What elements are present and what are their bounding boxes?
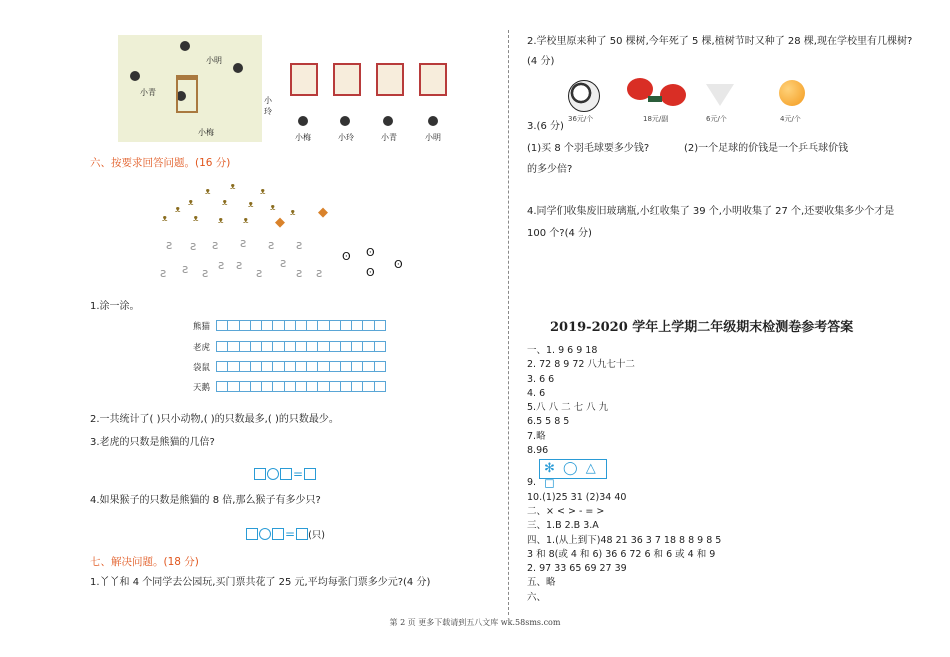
formula-blank-1[interactable] — [254, 463, 316, 482]
football-icon — [568, 80, 600, 112]
child-figure — [130, 71, 140, 81]
kangaroo-icon: ᴥ — [188, 198, 194, 208]
right-question-4-line-1: 4.同学们收集废旧玻璃瓶,小红收集了 39 个,小明收集了 27 个,还要收集多少个才是 — [527, 206, 895, 217]
answer-line: 4. 6 — [527, 387, 546, 399]
answer-key-title: 2019-2020 学年上学期二年级期末检测卷参考答案 — [550, 320, 854, 335]
question-3: 3.老虎的只数是熊猫的几倍? — [90, 437, 215, 448]
answer-line: 8.96 — [527, 445, 549, 457]
answer-line: 10.(1)25 31 (2)34 40 — [527, 491, 627, 503]
photo-frame — [290, 63, 318, 96]
swan-icon: ƨ — [236, 258, 243, 272]
question-2: 2.一共统计了( )只小动物,( )的只数最多,( )的只数最少。 — [90, 414, 339, 425]
column-divider — [508, 30, 509, 615]
swan-icon: ƨ — [296, 266, 303, 280]
scene-label: 小玲 — [264, 96, 272, 116]
coloring-grid-row[interactable] — [216, 361, 386, 372]
kangaroo-icon: ᴥ — [218, 216, 224, 226]
kangaroo-icon: ᴥ — [222, 198, 228, 208]
answer-line: 2. 97 33 65 69 27 39 — [527, 563, 627, 575]
grid-row-label: 老虎 — [192, 343, 210, 353]
answer-line: 5.八 八 二 七 八 九 — [527, 402, 609, 414]
answer-line: 一、1. 9 6 9 18 — [527, 345, 598, 356]
answer-line: 3 和 8(或 4 和 6) 36 6 72 6 和 6 或 4 和 9 — [527, 548, 716, 560]
equals-sign: = — [293, 466, 304, 481]
photo-frame — [333, 63, 361, 96]
paddle-handle — [648, 96, 662, 102]
swan-icon: ƨ — [316, 266, 323, 280]
page-footer: 第 2 页 更多下载请到五八文库 wk.58sms.com — [389, 618, 561, 627]
kangaroo-icon: ᴥ — [193, 214, 199, 224]
swan-icon: ƨ — [256, 266, 263, 280]
kangaroo-icon: ᴥ — [243, 216, 249, 226]
formula-blank-2[interactable] — [246, 523, 325, 543]
panda-icon: ʘ — [366, 246, 375, 259]
section-7-title: 七、解决问题。(18 分) — [90, 556, 199, 568]
kangaroo-icon: ᴥ — [260, 187, 266, 197]
question-4: 4.如果猴子的只数是熊猫的 8 倍,那么猴子有多少只? — [90, 495, 321, 506]
grid-row-label: 天鹅 — [192, 383, 210, 393]
section-6-title: 六、按要求回答问题。(16 分) — [90, 157, 231, 169]
child-head-icon — [340, 116, 350, 126]
swan-icon: ƨ — [240, 236, 247, 250]
scene-label: 小梅 — [198, 128, 214, 137]
answer-line: 六、 — [527, 591, 547, 603]
right-question-3b: (2)一个足球的价钱是一个乒乓球价钱 — [684, 143, 849, 154]
section-7-question-1: 1.丫丫和 4 个同学去公园玩,买门票共花了 25 元,平均每张门票多少元?(4 分) — [90, 577, 431, 588]
price-label: 36元/个 — [568, 115, 594, 123]
photo-label: 小梅 — [295, 133, 311, 142]
answer-line: 二、× < > - = > — [527, 505, 605, 517]
price-label: 4元/个 — [780, 115, 801, 123]
child-head-icon — [298, 116, 308, 126]
kangaroo-icon: ᴥ — [290, 208, 296, 218]
shuttlecock-icon — [706, 84, 734, 106]
panda-icon: ʘ — [366, 266, 375, 279]
answer-line: 2. 72 8 9 72 八九七十二 — [527, 359, 635, 371]
panda-icon: ʘ — [342, 250, 351, 263]
photo-frame — [419, 63, 447, 96]
kangaroo-icon: ᴥ — [230, 182, 236, 192]
kangaroo-icon: ᴥ — [162, 214, 168, 224]
kangaroo-icon: ᴥ — [270, 203, 276, 213]
coloring-grid-row[interactable] — [216, 320, 386, 331]
right-question-4-line-2: 100 个?(4 分) — [527, 228, 592, 239]
answer-shapes-box — [539, 459, 607, 491]
kangaroo-icon: ᴥ — [205, 187, 211, 197]
swan-icon: ƨ — [202, 266, 209, 280]
photo-label: 小明 — [425, 133, 441, 142]
photo-label: 小青 — [381, 133, 397, 142]
grid-row-label: 袋鼠 — [192, 363, 210, 373]
scene-label: 小明 — [206, 56, 222, 65]
swan-icon: ƨ — [166, 238, 173, 252]
table-tennis-paddle-icon — [660, 84, 686, 106]
swan-icon: ƨ — [182, 262, 189, 276]
swan-icon: ƨ — [280, 256, 287, 270]
tiger-icon: ◆ — [275, 215, 285, 230]
answer-line: 3. 6 6 — [527, 373, 555, 385]
photo-label: 小玲 — [338, 133, 354, 142]
question-label: 1.涂一涂。 — [90, 301, 140, 312]
children-scene-illustration — [118, 35, 272, 142]
ping-pong-ball-icon — [779, 80, 805, 106]
panda-icon: ʘ — [394, 258, 403, 271]
coloring-grid-row[interactable] — [216, 341, 386, 352]
swan-icon: ƨ — [296, 238, 303, 252]
right-question-2-line-2: (4 分) — [527, 56, 555, 67]
right-question-3a: (1)买 8 个羽毛球要多少钱? — [527, 143, 650, 154]
right-question-3: 3.(6 分) — [527, 121, 564, 132]
coloring-grid-row[interactable] — [216, 381, 386, 392]
swan-icon: ƨ — [160, 266, 167, 280]
swan-icon: ƨ — [218, 258, 225, 272]
answer-shapes: ✻ ◯ △ ◻ — [544, 461, 598, 491]
equals-sign: = — [285, 526, 296, 541]
price-label: 18元/副 — [643, 115, 669, 123]
answer-line: 6.5 5 8 5 — [527, 416, 570, 428]
swan-icon: ƨ — [212, 238, 219, 252]
answer-line: 五、略 — [527, 577, 556, 589]
swan-icon: ƨ — [268, 238, 275, 252]
answer-line: 三、1.B 2.B 3.A — [527, 520, 599, 532]
child-figure — [233, 63, 243, 73]
tiger-icon: ◆ — [318, 205, 328, 220]
child-head-icon — [383, 116, 393, 126]
child-figure — [180, 41, 190, 51]
stool — [176, 75, 198, 113]
unit-label: (只) — [308, 530, 325, 541]
kangaroo-icon: ᴥ — [248, 200, 254, 210]
photo-frame — [376, 63, 404, 96]
kangaroo-icon: ᴥ — [175, 205, 181, 215]
right-question-2-line-1: 2.学校里原来种了 50 棵树,今年死了 5 棵,植树节时又种了 28 棵,现在学校里有几棵树? — [527, 36, 913, 47]
right-question-3c: 的多少倍? — [527, 164, 573, 175]
grid-row-label: 熊猫 — [192, 322, 210, 332]
price-label: 6元/个 — [706, 115, 727, 123]
answer-line: 7.略 — [527, 430, 546, 442]
child-head-icon — [428, 116, 438, 126]
swan-icon: ƨ — [190, 239, 197, 253]
scene-label: 小青 — [140, 88, 156, 97]
answer-line: 四、1.(从上到下)48 21 36 3 7 18 8 8 9 8 5 — [527, 534, 722, 546]
answer-line: 9. — [527, 477, 537, 489]
